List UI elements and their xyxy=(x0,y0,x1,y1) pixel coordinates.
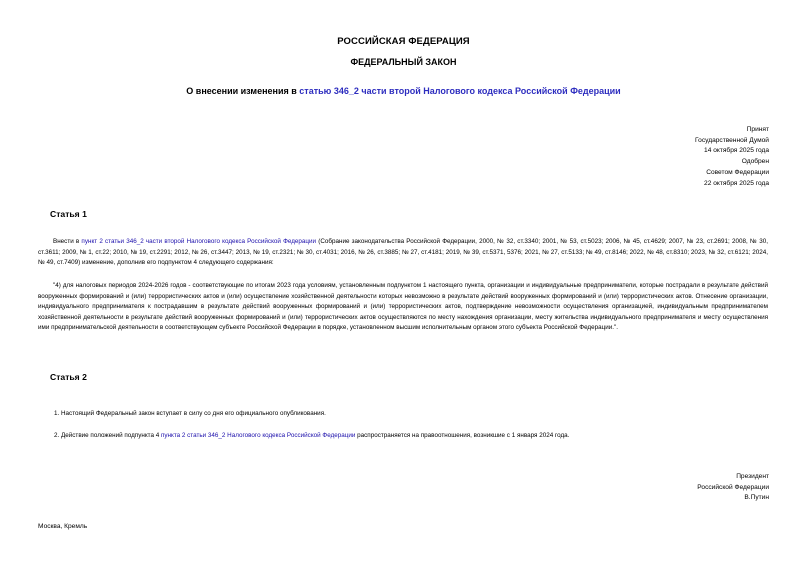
signature-block xyxy=(697,472,769,504)
adoption-line: Советом Федерации xyxy=(706,168,769,176)
adoption-line: Одобрен xyxy=(741,158,769,166)
document-title xyxy=(0,86,807,96)
signature-line: В.Путин xyxy=(744,494,769,501)
adoption-block xyxy=(695,125,769,189)
signature-line: Президент xyxy=(736,473,769,480)
adoption-line: 22 октября 2025 года xyxy=(704,179,769,187)
item2-clause-link[interactable]: пункта 2 статьи 346_2 Налогового кодекса Российской Федерации xyxy=(160,432,356,439)
amend-prefix: Внести в xyxy=(53,238,82,245)
article-1-heading: Статья 1 xyxy=(50,209,87,219)
item2-suffix: распространяется на правоотношения, возникшие с 1 января 2024 года. xyxy=(355,432,570,439)
article-2-heading: Статья 2 xyxy=(50,372,87,382)
country-heading: РОССИЙСКАЯ ФЕДЕРАЦИЯ xyxy=(337,36,470,47)
adoption-line: Принят xyxy=(746,126,769,133)
article-1-amendment-paragraph xyxy=(38,237,768,269)
amend-text: (Собрание законодательства Российской Федерации, 2000, № 32, ст.3340; 2001, № 53, ст.5023; 2006, № 45, ст.4629; 2007, № 23, ст.2691; 2008, № 30, ст.3611; 2009, № 1, ст.22; 2010, № 19, ст.2291; 2012, № 26, ст.3447; 2013, № 19, ст.2321; № 30, ст.4031; 2016, № 26, ст.3885; № 27, ст.4181; 2019, № 39, ст.5371, 5376; 2021, № 27, ст.5133; № 49, ст.8146; 2022, № 48, ст.8310; 2023, № 32, ст.6121; 2024, № 49, ст.7409) изменение, дополнив его подпунктом 4 следующего содержания: xyxy=(38,238,768,267)
article-2-item-2 xyxy=(54,431,768,442)
signing-place: Москва, Кремль xyxy=(38,523,88,530)
document-type-heading: ФЕДЕРАЛЬНЫЙ ЗАКОН xyxy=(350,57,457,67)
title-article-link[interactable]: статью 346_2 части второй Налогового кодекса Российской Федерации xyxy=(299,86,621,96)
adoption-line: 14 октября 2025 года xyxy=(704,147,769,155)
item2-prefix: 2. Действие положений подпункта 4 xyxy=(54,432,161,439)
article-1-quoted-subclause: "4) для налоговых периодов 2024-2026 годов - соответствующие по итогам 2023 года условиям, установленным подпунктом 1 настоящего пункта, организации и индивидуальные предприниматели, которые пострадали в результате действий вооруженных формирований и (или) террористических актов и (или) осуществление хозяйственной деятельности которых невозможно в результате действий вооруженных формирований и (или) террористических актов. Отнесение организации, индивидуального предпринимателя к пострадавшим в результате действий вооруженных формирований и (или) террористических актов, подтверждение невозможности осуществления организацией, индивидуальным предпринимателем хозяйственной деятельности в результате действий вооруженных формирований и (или) террористических актов осуществляются по месту нахождения организации, месту жительства индивидуального предпринимателя и месту осуществления ими предпринимательской деятельности в соответствующем субъекте Российской Федерации в порядке, установленном высшим исполнительным органом этого субъекта Российской Федерации.". xyxy=(38,282,768,332)
article-2-item-1: 1. Настоящий Федеральный закон вступает в силу со дня его официального опубликования. xyxy=(54,410,326,417)
adoption-line: Государственной Думой xyxy=(695,136,769,144)
amend-clause-link[interactable]: пункт 2 статьи 346_2 части второй Налогового кодекса Российской Федерации xyxy=(81,238,317,245)
title-prefix: О внесении изменения в xyxy=(186,86,300,96)
signature-line: Российской Федерации xyxy=(697,483,769,491)
